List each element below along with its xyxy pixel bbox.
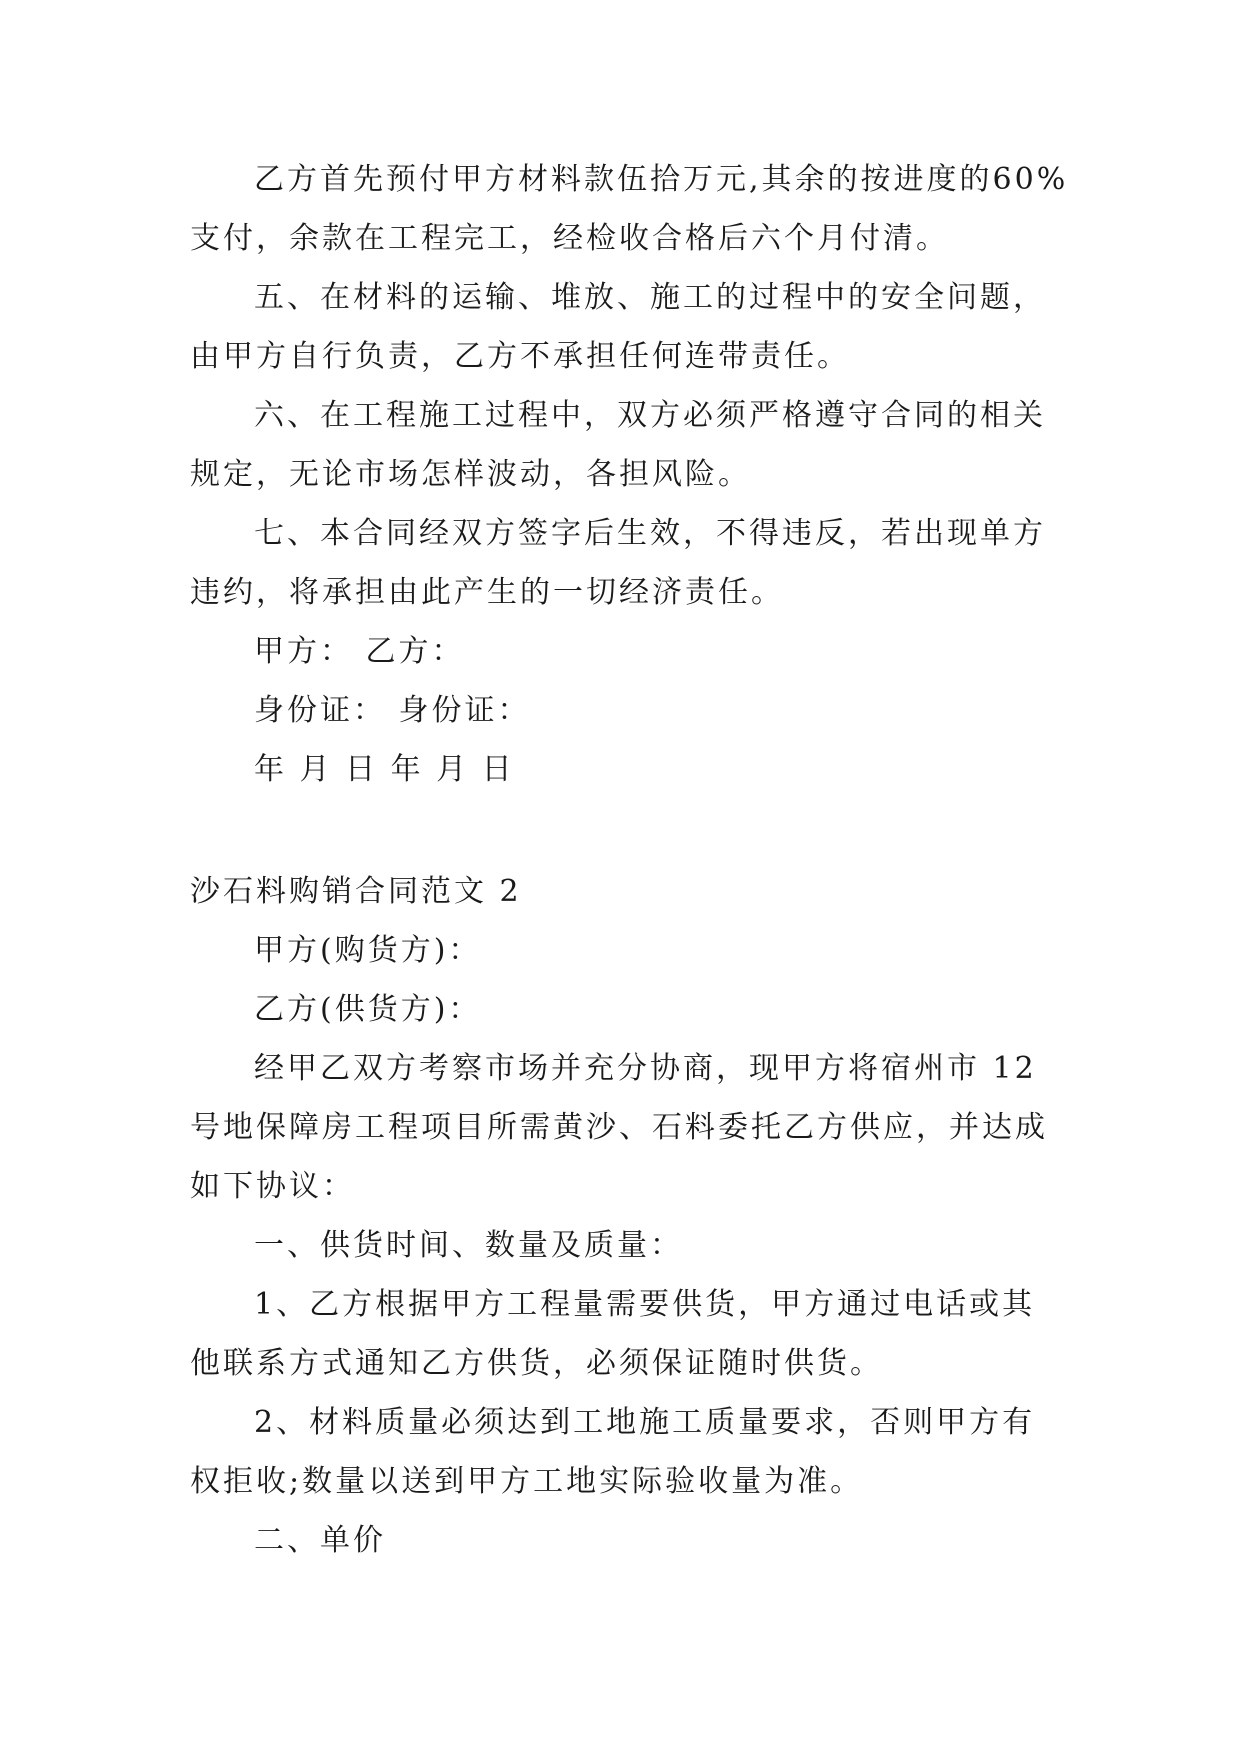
clause-seven-line: 违约，将承担由此产生的一切经济责任。 xyxy=(190,575,784,610)
supplier-line: 乙方(供货方)： xyxy=(254,992,482,1027)
signature-id: 身份证： 身份证： xyxy=(254,693,531,728)
clause-six-line: 六、在工程施工过程中，双方必须严格遵守合同的相关 xyxy=(254,398,1046,433)
item-two-line: 权拒收;数量以送到甲方工地实际验收量为准。 xyxy=(190,1464,864,1499)
paragraph-line: 乙方首先预付甲方材料款伍拾万元,其余的按进度的60% xyxy=(254,162,1069,197)
clause-five-line: 由甲方自行负责，乙方不承担任何连带责任。 xyxy=(190,339,850,374)
item-one-line: 1、乙方根据甲方工程量需要供货，甲方通过电话或其 xyxy=(254,1287,1036,1322)
clause-seven-line: 七、本合同经双方签字后生效，不得违反，若出现单方 xyxy=(254,516,1046,551)
signature-date: 年 月 日 年 月 日 xyxy=(254,752,515,787)
buyer-line: 甲方(购货方)： xyxy=(254,933,482,968)
signature-parties: 甲方： 乙方： xyxy=(254,634,465,669)
paragraph-line: 支付，余款在工程完工，经检收合格后六个月付清。 xyxy=(190,221,949,256)
preamble-line: 经甲乙双方考察市场并充分协商，现甲方将宿州市 12 xyxy=(254,1051,1037,1086)
section-heading: 一、供货时间、数量及质量： xyxy=(254,1228,683,1263)
preamble-line: 号地保障房工程项目所需黄沙、石料委托乙方供应，并达成 xyxy=(190,1110,1048,1145)
clause-six-line: 规定，无论市场怎样波动，各担风险。 xyxy=(190,457,751,492)
item-two-line: 2、材料质量必须达到工地施工质量要求，否则甲方有 xyxy=(254,1405,1036,1440)
item-one-line: 他联系方式通知乙方供货，必须保证随时供货。 xyxy=(190,1346,883,1381)
section-title: 沙石料购销合同范文 2 xyxy=(190,874,522,909)
preamble-line: 如下协议： xyxy=(190,1169,355,1204)
section-heading: 二、单价 xyxy=(254,1523,386,1558)
clause-five-line: 五、在材料的运输、堆放、施工的过程中的安全问题， xyxy=(254,280,1046,315)
